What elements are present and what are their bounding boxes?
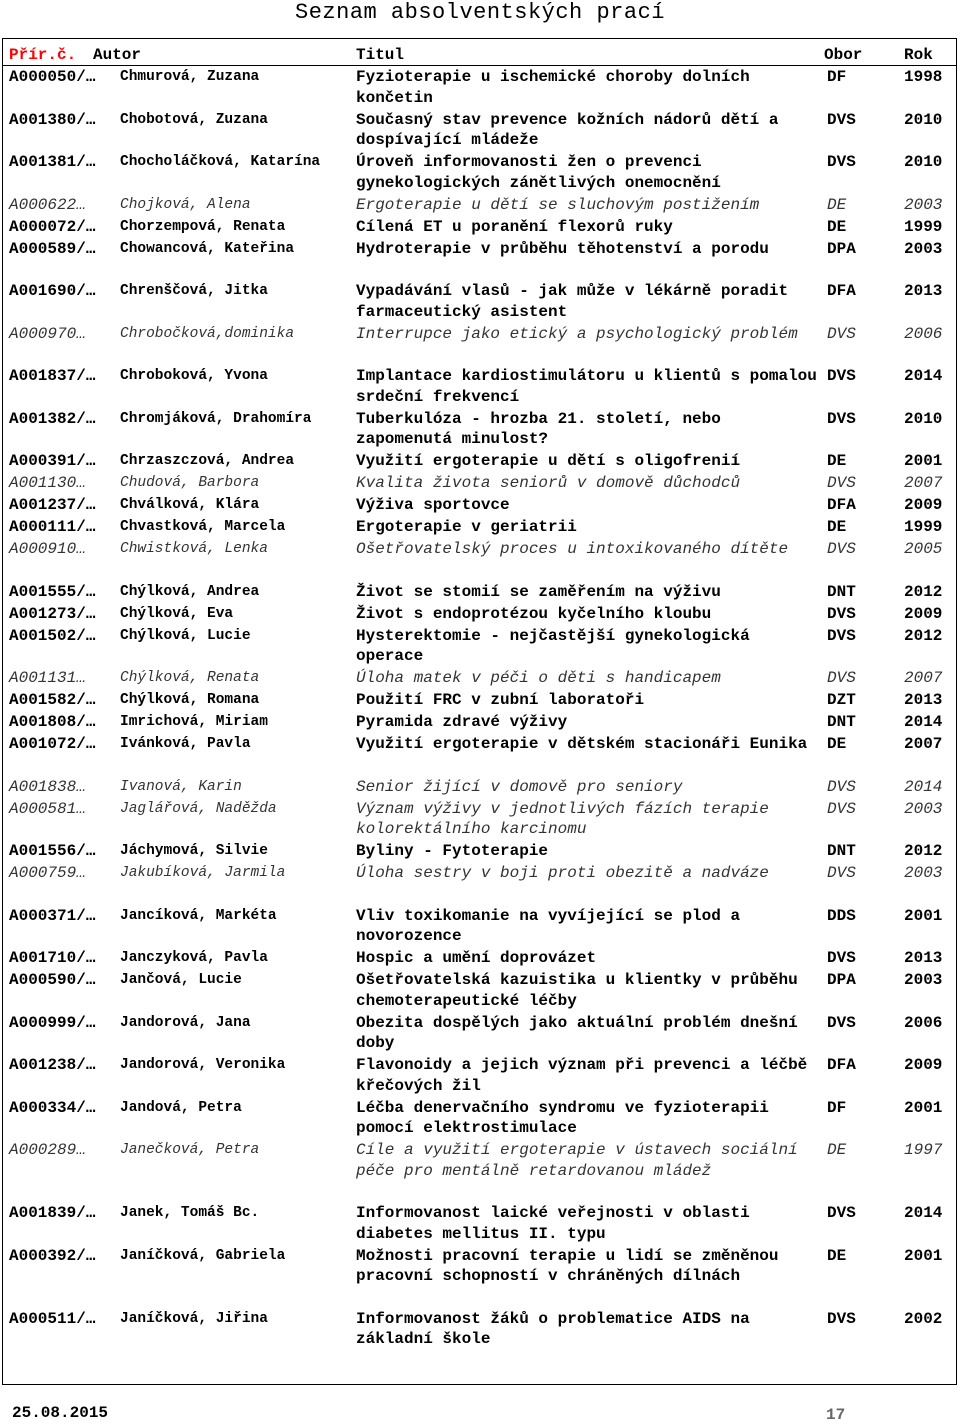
- row-obor: DDS: [827, 906, 856, 925]
- row-title: Léčba denervačního syndromu ve fyzioterapii pomocí elektrostimulace: [356, 1098, 769, 1137]
- row-rok: 2006: [904, 324, 943, 343]
- row-id: A000334/…: [9, 1098, 96, 1117]
- row-rok: 2001: [904, 906, 943, 925]
- row-id: A001273/…: [9, 604, 96, 623]
- row-obor: DVS: [827, 153, 856, 171]
- row-author: Jaglářová, Naděžda: [120, 800, 277, 817]
- row-title: Informovanost laické veřejnosti v oblasti diabetes mellitus II. typu: [356, 1204, 750, 1243]
- row-obor: DVS: [827, 626, 856, 645]
- table-row: [9, 1203, 954, 1246]
- row-author: Chýlková, Romana: [120, 692, 260, 708]
- row-title: Ergoterapie u dětí se sluchovým postižením: [356, 195, 760, 214]
- row-title: Interrupce jako etický a psychologický problém: [356, 324, 798, 343]
- table-row: [9, 799, 954, 842]
- row-rok: 2009: [904, 1056, 943, 1074]
- row-title: Úloha sestry v boji proti obezitě a nadváze: [356, 864, 769, 882]
- row-obor: DVS: [827, 669, 856, 687]
- table-row: [9, 712, 954, 734]
- row-title: Flavonoidy a jejich význam při prevenci a léčbě křečových žil: [356, 1056, 808, 1095]
- row-title: Kvalita života seniorů v domově důchodců: [356, 474, 741, 492]
- row-author: Jandorová, Veronika: [120, 1057, 286, 1073]
- row-rok: 1998: [904, 68, 943, 86]
- table-row: [9, 906, 954, 949]
- row-obor: DNT: [827, 713, 856, 731]
- row-id: A001237/…: [9, 496, 96, 514]
- table-row: [9, 777, 954, 799]
- row-author: Janíčková, Jiřina: [120, 1310, 268, 1327]
- table-row: [9, 690, 954, 712]
- row-title: Význam výživy v jednotlivých fázích terapie kolorektálního karcinomu: [356, 799, 769, 838]
- row-title: Implantace kardiostimulátoru u klientů s pomalou srdeční frekvencí: [356, 367, 817, 406]
- row-title: Použití FRC v zubní laboratoři: [356, 691, 645, 709]
- row-id: A001837/…: [9, 367, 96, 385]
- table-row: [9, 152, 954, 195]
- row-author: Jáchymová, Silvie: [120, 843, 268, 859]
- row-rok: 2012: [904, 842, 943, 860]
- table-row: [9, 217, 954, 239]
- row-rok: 2002: [904, 1309, 943, 1328]
- row-title: Obezita dospělých jako aktuální problém dnešní doby: [356, 1013, 798, 1052]
- row-obor: DVS: [827, 110, 856, 129]
- row-rok: 2010: [904, 153, 943, 171]
- row-rok: 2003: [904, 239, 943, 258]
- row-author: Chowancová, Kateřina: [120, 240, 295, 257]
- row-title: Využití ergoterapie v dětském stacionáři Eunika: [356, 735, 808, 753]
- row-id: A000759…: [9, 864, 86, 882]
- header-title: Titul: [356, 46, 405, 64]
- row-id: A001808/…: [9, 713, 96, 731]
- row-obor: DFA: [827, 496, 856, 514]
- row-obor: DVS: [827, 949, 856, 967]
- row-id: A001381/…: [9, 153, 96, 171]
- row-title: Ošetřovatelský proces u intoxikovaného dítěte: [356, 540, 789, 558]
- row-author: Chojková, Alena: [120, 196, 251, 213]
- table-header: [9, 45, 954, 65]
- row-obor: DE: [827, 735, 847, 753]
- row-rok: 2012: [904, 582, 943, 601]
- row-id: A000289…: [9, 1141, 86, 1159]
- row-author: Chrobočková,dominika: [120, 325, 295, 342]
- row-author: Janíčková, Gabriela: [120, 1247, 286, 1264]
- row-author: Jakubíková, Jarmila: [120, 865, 286, 881]
- header-rok: Rok: [904, 46, 933, 64]
- row-title: Tuberkulóza - hrozba 21. století, nebo zapomenutá minulost?: [356, 409, 721, 448]
- table-row: [9, 626, 954, 669]
- row-author: Chudová, Barbora: [120, 475, 260, 491]
- row-id: A001839/…: [9, 1204, 96, 1222]
- table-row: [9, 841, 954, 863]
- row-obor: DNT: [827, 842, 856, 860]
- table-row: [9, 604, 954, 626]
- row-author: Chorzempová, Renata: [120, 218, 286, 235]
- table-row: [9, 324, 954, 367]
- row-id: A001556/…: [9, 842, 96, 860]
- footer-date: 25.08.2015: [12, 1404, 109, 1422]
- row-title: Hysterektomie - nejčastější gynekologická operace: [356, 626, 750, 665]
- row-author: Chroboková, Yvona: [120, 368, 268, 384]
- row-rok: 2010: [904, 409, 943, 428]
- row-rok: 2013: [904, 282, 943, 300]
- row-obor: DVS: [827, 1013, 856, 1032]
- row-author: Chrzaszczová, Andrea: [120, 453, 295, 469]
- row-obor: DVS: [827, 777, 856, 796]
- row-title: Úloha matek v péči o děti s handicapem: [356, 669, 721, 687]
- row-rok: 2001: [904, 452, 943, 470]
- row-id: A000910…: [9, 540, 86, 558]
- row-rok: 2010: [904, 110, 943, 129]
- table-row: [9, 451, 954, 473]
- row-title: Hospic a umění doprovázet: [356, 949, 597, 967]
- row-obor: DVS: [827, 409, 856, 428]
- row-id: A001582/…: [9, 691, 96, 709]
- header-id-prefix: Přír.č.: [9, 46, 77, 64]
- row-id: A000391/…: [9, 452, 96, 470]
- row-id: A000622…: [9, 195, 86, 214]
- row-id: A001072/…: [9, 735, 96, 753]
- row-author: Chocholáčková, Katarína: [120, 154, 321, 170]
- row-obor: DE: [827, 1246, 847, 1265]
- row-author: Jandová, Petra: [120, 1099, 242, 1116]
- row-title: Ošetřovatelská kazuistika u klientky v průběhu chemoterapeutické léčby: [356, 971, 798, 1010]
- row-title: Úroveň informovanosti žen o prevenci gynekologických zánětlivých onemocnění: [356, 153, 721, 192]
- table-row: [9, 582, 954, 604]
- row-author: Chýlková, Renata: [120, 670, 260, 686]
- header-author: Autor: [93, 46, 142, 64]
- table-row: [9, 863, 954, 906]
- row-obor: DFA: [827, 282, 856, 300]
- table-row: [9, 473, 954, 495]
- row-title: Senior žijící v domově pro seniory: [356, 777, 683, 796]
- row-obor: DVS: [827, 324, 856, 343]
- row-rok: 2001: [904, 1246, 943, 1265]
- row-obor: DVS: [827, 1204, 856, 1222]
- table-row: [9, 1055, 954, 1098]
- row-rok: 2003: [904, 799, 943, 818]
- row-obor: DF: [827, 1098, 847, 1117]
- row-author: Chromjáková, Drahomíra: [120, 410, 312, 427]
- table-row: [9, 517, 954, 539]
- row-id: A001555/…: [9, 582, 96, 601]
- table-row: [9, 1098, 954, 1141]
- row-rok: 2003: [904, 971, 943, 989]
- row-obor: DVS: [827, 540, 856, 558]
- row-author: Jandorová, Jana: [120, 1014, 251, 1031]
- row-author: Janczyková, Pavla: [120, 950, 268, 966]
- row-rok: 2014: [904, 777, 943, 796]
- table-row: [9, 734, 954, 777]
- row-author: Imrichová, Miriam: [120, 714, 268, 730]
- row-author: Ivanová, Karin: [120, 778, 242, 795]
- row-id: A001838…: [9, 777, 86, 796]
- table-row: [9, 1309, 954, 1352]
- row-obor: DE: [827, 1141, 847, 1159]
- row-id: A001382/…: [9, 409, 96, 428]
- row-obor: DPA: [827, 971, 856, 989]
- row-id: A000999/…: [9, 1013, 96, 1032]
- row-author: Janečková, Petra: [120, 1142, 260, 1158]
- row-id: A001710/…: [9, 949, 96, 967]
- row-title: Informovanost žáků o problematice AIDS na základní škole: [356, 1309, 750, 1348]
- row-title: Cíle a využití ergoterapie v ústavech sociální péče pro mentálně retardovanou mládež: [356, 1141, 798, 1180]
- table-row: [9, 281, 954, 324]
- row-id: A000072/…: [9, 217, 96, 236]
- row-id: A001690/…: [9, 282, 96, 300]
- row-id: A000371/…: [9, 906, 96, 925]
- row-author: Chmurová, Zuzana: [120, 69, 260, 85]
- table-row: [9, 1013, 954, 1056]
- row-title: Byliny - Fytoterapie: [356, 842, 549, 860]
- row-author: Jancíková, Markéta: [120, 907, 277, 924]
- row-obor: DVS: [827, 1309, 856, 1328]
- row-rok: 1999: [904, 518, 943, 536]
- row-rok: 2007: [904, 735, 943, 753]
- table-row: [9, 539, 954, 582]
- table-row: [9, 366, 954, 409]
- row-title: Hydroterapie v průběhu těhotenství a porodu: [356, 239, 769, 258]
- row-title: Fyzioterapie u ischemické choroby dolních končetin: [356, 68, 750, 107]
- row-title: Život s endoprotézou kyčelního kloubu: [356, 604, 712, 623]
- row-id: A000511/…: [9, 1309, 96, 1328]
- row-obor: DVS: [827, 799, 856, 818]
- row-obor: DFA: [827, 1056, 856, 1074]
- row-id: A000589/…: [9, 239, 96, 258]
- row-title: Vypadávání vlasů - jak může v lékárně poradit farmaceutický asistent: [356, 282, 789, 321]
- row-obor: DF: [827, 68, 847, 86]
- table-row: [9, 110, 954, 153]
- row-rok: 1997: [904, 1141, 943, 1159]
- row-id: A001130…: [9, 474, 86, 492]
- page-title: Seznam absolventských prací: [295, 0, 665, 25]
- row-id: A000111/…: [9, 518, 96, 536]
- row-obor: DNT: [827, 582, 856, 601]
- row-rok: 2009: [904, 604, 943, 623]
- row-title: Vliv toxikomanie na vyvíjející se plod a novorozence: [356, 906, 741, 945]
- table-row: [9, 1140, 954, 1203]
- table-row: [9, 668, 954, 690]
- row-rok: 2014: [904, 713, 943, 731]
- table-row: [9, 239, 954, 282]
- row-rok: 2003: [904, 864, 943, 882]
- row-obor: DVS: [827, 604, 856, 623]
- row-obor: DE: [827, 195, 847, 214]
- row-author: Chwistková, Lenka: [120, 541, 268, 557]
- header-divider: [2, 65, 957, 66]
- row-author: Chvastková, Marcela: [120, 519, 286, 535]
- row-id: A001131…: [9, 669, 86, 687]
- row-id: A000970…: [9, 324, 86, 343]
- header-obor: Obor: [824, 46, 863, 64]
- table-row: [9, 409, 954, 452]
- row-title: Možnosti pracovní terapie u lidí se změněnou pracovní schopností v chráněných dílnách: [356, 1246, 779, 1285]
- row-id: A000590/…: [9, 971, 96, 989]
- row-id: A000581…: [9, 799, 86, 818]
- row-id: A001502/…: [9, 626, 96, 645]
- row-rok: 2007: [904, 474, 943, 492]
- row-obor: DE: [827, 217, 847, 236]
- row-obor: DVS: [827, 367, 856, 385]
- table-body: [9, 67, 954, 1351]
- row-rok: 2006: [904, 1013, 943, 1032]
- row-title: Využití ergoterapie u dětí s oligofrenií: [356, 452, 741, 470]
- row-rok: 2013: [904, 949, 943, 967]
- row-obor: DVS: [827, 864, 856, 882]
- row-title: Pyramida zdravé výživy: [356, 713, 568, 731]
- row-author: Janek, Tomáš Bc.: [120, 1205, 260, 1221]
- row-rok: 1999: [904, 217, 943, 236]
- row-author: Jančová, Lucie: [120, 972, 242, 988]
- table-row: [9, 948, 954, 970]
- row-obor: DZT: [827, 691, 856, 709]
- row-rok: 2003: [904, 195, 943, 214]
- row-author: Chválková, Klára: [120, 497, 260, 513]
- row-author: Chýlková, Andrea: [120, 583, 260, 600]
- row-title: Cílená ET u poranění flexorů ruky: [356, 217, 673, 236]
- table-row: [9, 495, 954, 517]
- row-author: Chýlková, Lucie: [120, 627, 251, 644]
- row-title: Současný stav prevence kožních nádorů dětí a dospívající mládeže: [356, 110, 779, 149]
- row-rok: 2005: [904, 540, 943, 558]
- row-author: Chrenščová, Jitka: [120, 283, 268, 299]
- table-row: [9, 195, 954, 217]
- row-title: Výživa sportovce: [356, 496, 510, 514]
- row-obor: DE: [827, 518, 847, 536]
- row-id: A001238/…: [9, 1056, 96, 1074]
- row-rok: 2012: [904, 626, 943, 645]
- row-title: Život se stomií se zaměřením na výživu: [356, 582, 721, 601]
- row-rok: 2014: [904, 367, 943, 385]
- table-row: [9, 1246, 954, 1309]
- row-rok: 2001: [904, 1098, 943, 1117]
- row-id: A001380/…: [9, 110, 96, 129]
- row-author: Ivánková, Pavla: [120, 736, 251, 752]
- row-id: A000050/…: [9, 68, 96, 86]
- row-title: Ergoterapie v geriatrii: [356, 518, 577, 536]
- row-rok: 2007: [904, 669, 943, 687]
- table-row: [9, 67, 954, 110]
- row-obor: DE: [827, 452, 847, 470]
- row-rok: 2009: [904, 496, 943, 514]
- row-rok: 2013: [904, 691, 943, 709]
- row-obor: DPA: [827, 239, 856, 258]
- row-id: A000392/…: [9, 1246, 96, 1265]
- row-obor: DVS: [827, 474, 856, 492]
- row-author: Chýlková, Eva: [120, 605, 234, 622]
- row-author: Chobotová, Zuzana: [120, 111, 268, 128]
- footer-page: 17: [826, 1406, 846, 1424]
- row-rok: 2014: [904, 1204, 943, 1222]
- table-row: [9, 970, 954, 1013]
